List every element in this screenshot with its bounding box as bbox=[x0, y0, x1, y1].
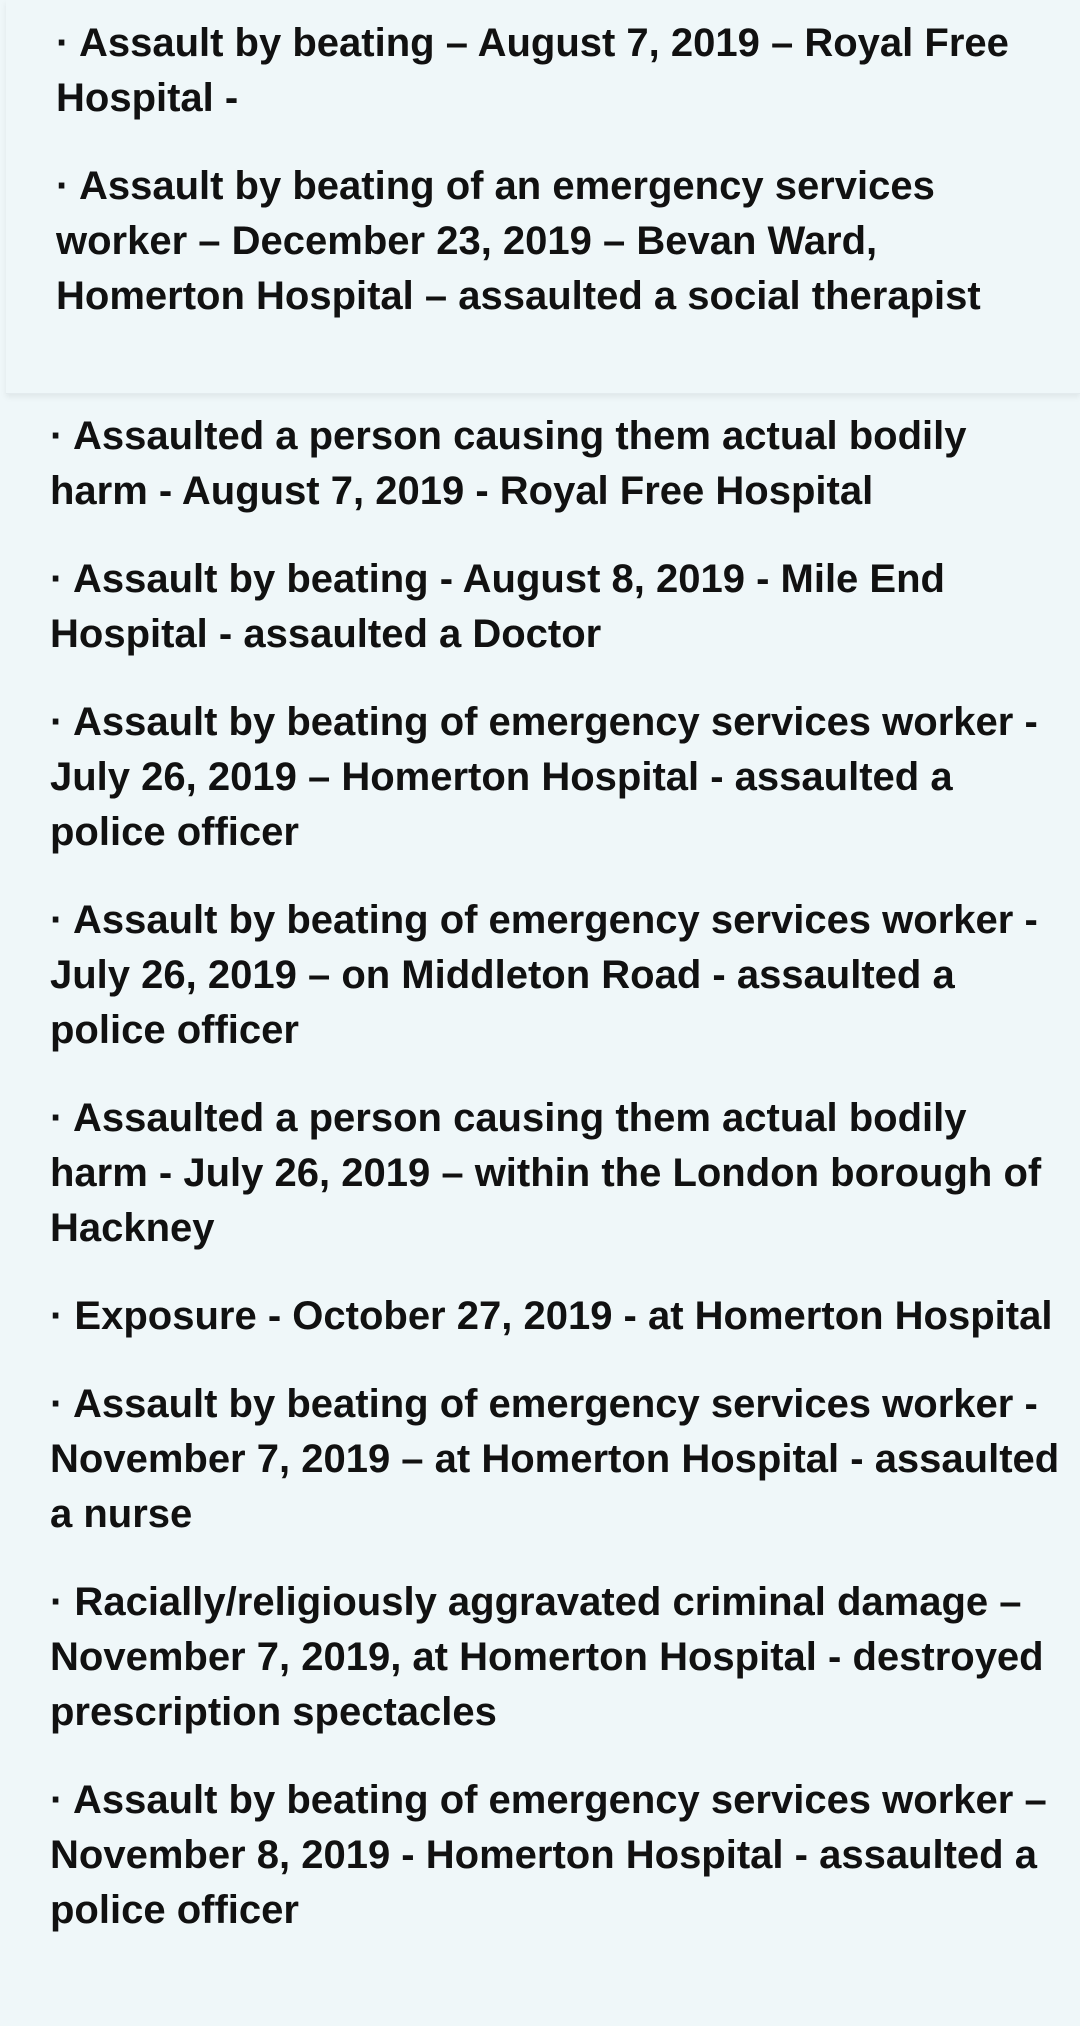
charge-list bbox=[50, 409, 1060, 1971]
list-item: · Assault by beating of emergency services worker - November 7, 2019 – at Homerton Hospital - assaulted a nurse bbox=[50, 1382, 1060, 1536]
list-item: · Assault by beating of emergency services worker – November 8, 2019 - Homerton Hospital - assaulted a police officer bbox=[50, 1778, 1047, 1932]
list-item: · Assault by beating of emergency services worker - July 26, 2019 – Homerton Hospital - assaulted a police officer bbox=[50, 700, 1038, 854]
list-item: · Assault by beating – August 7, 2019 – Royal Free Hospital - bbox=[56, 21, 1009, 120]
list-item: · Assault by beating - August 8, 2019 - Mile End Hospital - assaulted a Doctor bbox=[50, 557, 945, 656]
list-item: · Assault by beating of emergency services worker - July 26, 2019 – on Middleton Road - assaulted a police officer bbox=[50, 898, 1038, 1052]
top-card bbox=[6, 0, 1080, 394]
list-item: · Racially/religiously aggravated criminal damage – November 7, 2019, at Homerton Hospital - destroyed prescription spectacles bbox=[50, 1580, 1044, 1734]
list-item: · Exposure - October 27, 2019 - at Homerton Hospital bbox=[50, 1294, 1053, 1338]
list-item: · Assaulted a person causing them actual bodily harm - August 7, 2019 - Royal Free Hospital bbox=[50, 414, 967, 513]
list-item: · Assault by beating of an emergency services worker – December 23, 2019 – Bevan Ward, Homerton Hospital – assaulted a social therapist bbox=[56, 164, 981, 318]
top-charge-list bbox=[56, 16, 1060, 357]
list-item: · Assaulted a person causing them actual bodily harm - July 26, 2019 – within the London borough of Hackney bbox=[50, 1096, 1042, 1250]
